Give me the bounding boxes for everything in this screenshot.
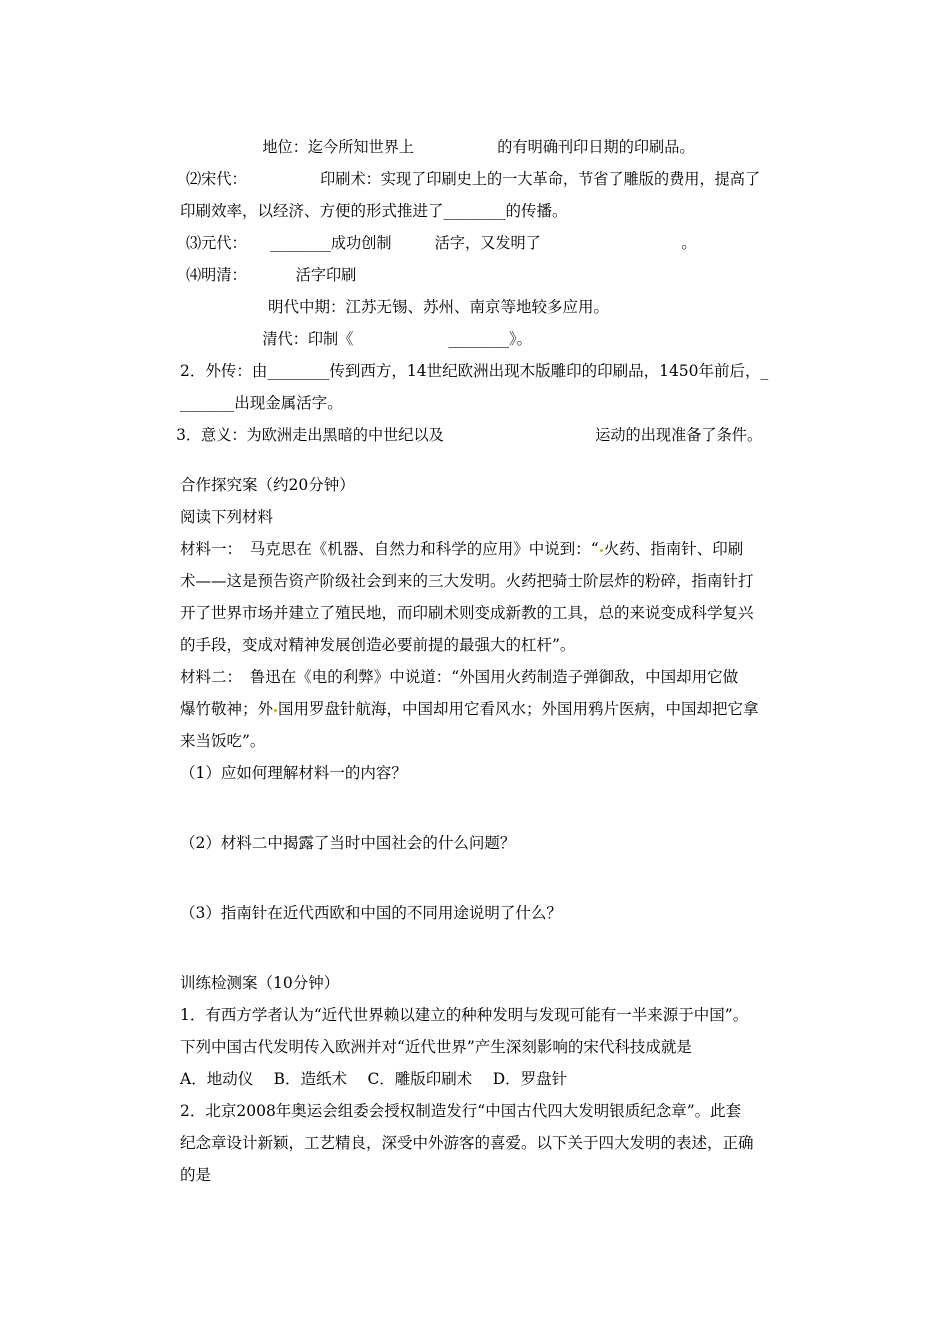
exercise-1-options: A．地动仪 B．造纸术 C．雕版印刷术 D．罗盘针	[180, 1070, 568, 1088]
yuan-dynasty-end: 。	[681, 234, 697, 252]
song-dynasty-text: 印刷术：实现了印刷史上的一大革命，节省了雕版的费用，提高了	[320, 170, 761, 188]
exercise-1-line-2: 下列中国古代发明传入欧洲并对“近代世界”产生深刻影响的宋代科技成就是	[180, 1038, 692, 1056]
yuan-dynasty-blank: ________成功创制	[270, 234, 392, 252]
material-one-line-3: 开了世界市场并建立了殖民地，而印刷术则变成新教的工具，总的来说变成科学复兴	[180, 604, 754, 622]
material-two-line-3: 来当饭吃”。	[180, 732, 266, 750]
spread-line: 2．外传：由________传到西方，14世纪欧洲出现木版雕印的印刷品，1450年前后，_	[180, 362, 769, 380]
spread-continuation: _______出现金属活字。	[180, 394, 343, 412]
question-1: （1）应如何理解材料一的内容？	[180, 764, 407, 782]
yuan-dynasty-text: 活字，又发明了	[434, 234, 541, 252]
ming-qing-text: 活字印刷	[295, 266, 357, 284]
yuan-dynasty-label: ⑶元代：	[186, 234, 247, 252]
exercise-2-line-2: 纪念章设计新颖，工艺精良，深受中外游客的喜爱。以下关于四大发明的表述，正确	[180, 1134, 754, 1152]
section-heading-training: 训练检测案（10分钟）	[180, 974, 340, 992]
material-one-line-1: 材料一： 马克思在《机器、自然力和科学的应用》中说到：“ 火药、指南针、印刷	[180, 540, 744, 558]
ming-mid-line: 明代中期：江苏无锡、苏州、南京等地较多应用。	[268, 298, 610, 316]
ming-qing-label: ⑷明清：	[186, 266, 247, 284]
status-text-a: 地位：迄今所知世界上	[262, 138, 415, 156]
question-3: （3）指南针在近代西欧和中国的不同用途说明了什么？	[180, 904, 562, 922]
highlight-mark-icon	[274, 709, 277, 712]
significance-text-a: 3．意义：为欧洲走出黑暗的中世纪以及	[176, 426, 444, 444]
section-heading-cooperative: 合作探究案（约20分钟）	[180, 476, 355, 494]
material-two-line-2: 爆竹敬神；外 国用罗盘针航海，中国却用它看风水；外国用鸦片医病，中国却把它拿	[180, 700, 759, 718]
significance-text-b: 运动的出现准备了条件。	[595, 426, 763, 444]
reading-intro: 阅读下列材料	[180, 508, 274, 526]
song-dynasty-label: ⑵宋代：	[186, 170, 247, 188]
status-text-b: 的有明确刊印日期的印刷品。	[497, 138, 695, 156]
song-dynasty-continuation: 印刷效率，以经济、方便的形式推进了________的传播。	[180, 202, 568, 220]
exercise-2-line-1: 2．北京2008年奥运会组委会授权制造发行“中国古代四大发明银质纪念章”。此套	[180, 1102, 742, 1120]
material-two-line-1: 材料二： 鲁迅在《电的利弊》中说道：“外国用火药制造子弹御敌，中国却用它做	[180, 668, 739, 686]
highlight-mark-icon	[600, 549, 603, 552]
material-one-line-4: 的手段，变成对精神发展创造必要前提的最强大的杠杆”。	[180, 636, 576, 654]
exercise-2-line-3: 的是	[180, 1166, 212, 1184]
question-2: （2）材料二中揭露了当时中国社会的什么问题？	[180, 834, 516, 852]
material-one-line-2: 术——这是预告资产阶级社会到来的三大发明。火药把骑士阶层炸的粉碎，指南针打	[180, 572, 754, 590]
qing-text-a: 清代：印制《	[262, 330, 354, 348]
exercise-1-line-1: 1．有西方学者认为“近代世界赖以建立的种种发明与发现可能有一半来源于中国”。	[180, 1006, 749, 1024]
qing-text-b: ________》。	[448, 330, 532, 348]
